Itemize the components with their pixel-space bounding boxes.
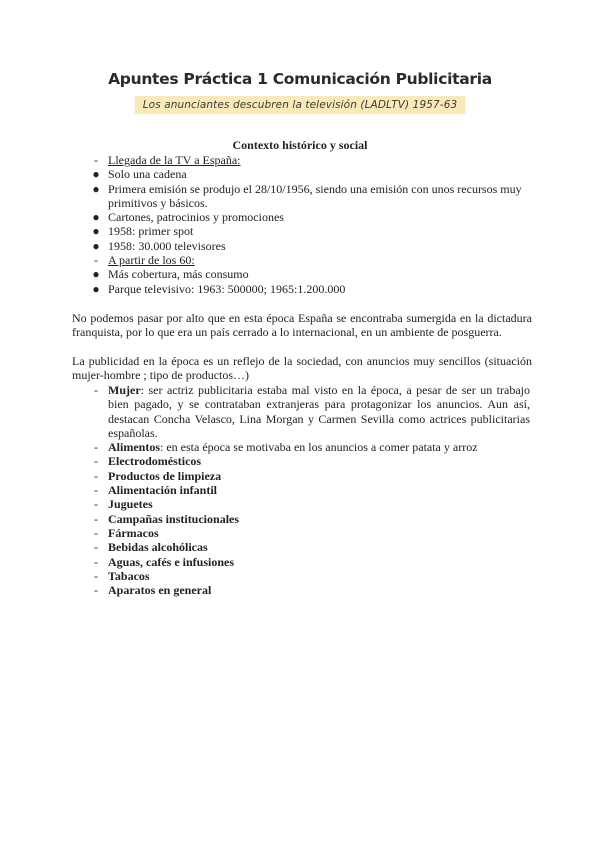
list-marker: ● <box>92 267 100 282</box>
list-marker: - <box>94 454 98 469</box>
list-marker: - <box>94 568 98 583</box>
list-item <box>90 440 530 454</box>
list-item <box>90 483 530 497</box>
list-marker: - <box>94 583 98 598</box>
list-marker: - <box>94 511 98 526</box>
list-item <box>90 167 530 181</box>
list-marker: - <box>94 383 98 397</box>
list-item <box>90 540 530 554</box>
category-label: Aguas, cafés e infusiones <box>108 554 235 569</box>
paragraph: No podemos pasar por alto que en esta época España se encontraba sumergida en la dictadura franquista, por lo que era un país cerrado a lo internacional, en un ambiente de posguerra. <box>72 311 532 340</box>
list-item <box>90 454 530 468</box>
category-label: Alimentación infantil <box>108 483 218 498</box>
category-label: Mujer <box>108 383 141 397</box>
list-item-text: 1958: 30.000 televisores <box>108 238 226 253</box>
subtitle-container <box>0 96 600 114</box>
list-item-text: Más cobertura, más consumo <box>108 267 249 282</box>
list-marker: ● <box>92 238 100 253</box>
list-marker: - <box>94 525 98 540</box>
list-item <box>90 526 530 540</box>
list-item <box>90 267 530 281</box>
paragraph: La publicidad en la época es un reflejo de la sociedad, con anuncios muy sencillos (situación mujer-hombre ; tipo de productos…) <box>72 354 532 383</box>
list-marker: ● <box>92 224 100 239</box>
list-item <box>90 224 530 238</box>
list-item <box>90 497 530 511</box>
context-list <box>90 153 530 296</box>
list-item-text: Llegada de la TV a España: <box>108 153 241 167</box>
list-marker: - <box>94 468 98 483</box>
list-marker: - <box>94 153 98 167</box>
list-marker: - <box>94 540 98 555</box>
list-marker: ● <box>92 167 100 182</box>
list-item <box>90 253 530 267</box>
list-marker: - <box>94 483 98 498</box>
category-label: Electrodomésticos <box>108 454 202 469</box>
list-item-text: Cartones, patrocinios y promociones <box>108 210 284 225</box>
category-label: Productos de limpieza <box>108 468 222 483</box>
category-label: Tabacos <box>108 568 150 583</box>
list-marker: - <box>94 440 98 455</box>
list-marker: ● <box>92 281 100 296</box>
category-label: Aparatos en general <box>108 583 212 598</box>
list-marker: - <box>94 554 98 569</box>
list-marker: ● <box>92 210 100 225</box>
list-item-text: Solo una cadena <box>108 167 187 182</box>
category-text: : ser actriz publicitaria estaba mal visto en la época, a pesar de ser un trabajo bien pagado, y se contrataban extranjeras para protagonizar los anuncios. Aun así, destacan Concha Velasco, Lina Morgan y Carmen Sevilla como actrices publicitarias españolas. <box>108 383 530 440</box>
list-item <box>90 555 530 569</box>
list-item-text: Primera emisión se produjo el 28/10/1956, siendo una emisión con unos recursos muy primitivos y básicos. <box>108 181 522 210</box>
list-item <box>90 469 530 483</box>
list-item-text: 1958: primer spot <box>108 224 194 239</box>
document-title: Apuntes Práctica 1 Comunicación Publicitaria <box>108 70 492 88</box>
list-item <box>90 153 530 167</box>
category-text: : en esta época se motivaba en los anuncios a comer patata y arroz <box>160 440 478 455</box>
list-item <box>90 512 530 526</box>
list-marker: ● <box>92 181 100 196</box>
list-item <box>90 182 530 211</box>
list-item <box>90 239 530 253</box>
category-label: Campañas institucionales <box>108 511 240 526</box>
list-item <box>90 210 530 224</box>
list-item <box>90 282 530 296</box>
list-item <box>90 569 530 583</box>
list-item-text: A partir de los 60: <box>108 253 195 268</box>
document-subtitle: Los anunciantes descubren la televisión (LADLTV) 1957-63 <box>135 96 466 114</box>
categories-list <box>90 383 530 597</box>
list-marker: - <box>94 253 98 268</box>
list-item-text: Parque televisivo: 1963: 500000; 1965:1.200.000 <box>108 281 346 296</box>
list-item <box>90 583 530 597</box>
category-label: Alimentos <box>108 440 160 455</box>
section-heading: Contexto histórico y social <box>232 138 368 152</box>
list-marker: - <box>94 497 98 512</box>
category-label: Bebidas alcohólicas <box>108 540 208 555</box>
category-label: Fármacos <box>108 525 159 540</box>
category-label: Juguetes <box>108 497 153 512</box>
list-item <box>90 383 530 440</box>
